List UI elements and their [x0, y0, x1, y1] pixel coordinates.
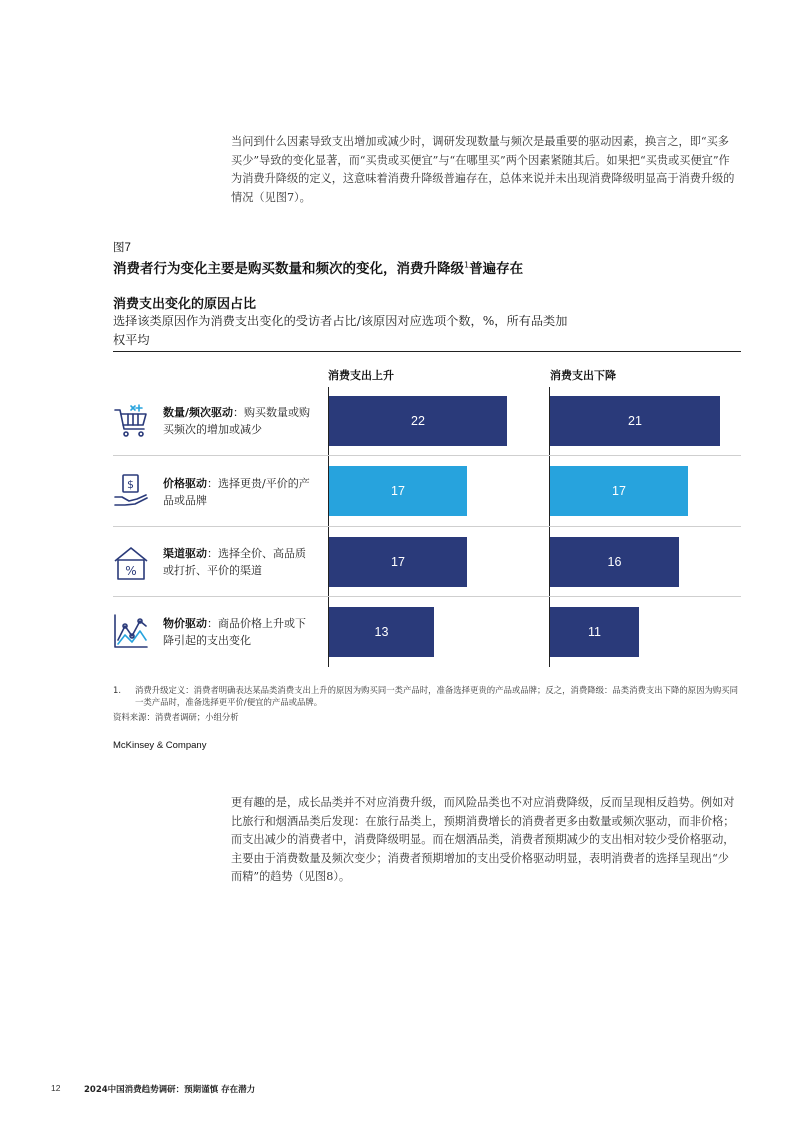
category-label-inflation: [163, 616, 313, 649]
category-desc: ：商品价格上升或下降引起的支出变化: [163, 617, 306, 647]
series-header-up: 消费支出上升: [328, 369, 394, 382]
figure-title: [113, 257, 523, 277]
bar-up-2: 17: [329, 537, 467, 587]
category-name: 渠道驱动: [163, 547, 207, 560]
bar-up-3: 13: [329, 607, 434, 657]
outro-paragraph: 更有趣的是，成长品类并不对应消费升级，而风险品类也不对应消费降级，反而呈现相反趋势。例如对比旅行和烟酒品类后发现：在旅行品类上，预期消费增长的消费者更多由数量或频次驱动，而非价格；而支出减少的消费者中，消费降级明显。而在烟酒品类，消费者预期减少的支出相对较少受价格驱动，主要由于消费数量及频次变少；消费者预期增加的支出受价格驱动明显，表明消费者的选择呈现出“少而精”的趋势（见图8）。: [231, 796, 735, 883]
chart-title: 消费支出变化的原因占比: [113, 297, 257, 312]
page-number: 12: [51, 1083, 61, 1093]
category-name: 价格驱动: [163, 477, 207, 490]
discount-store-icon: [113, 545, 149, 581]
figure-label: 图7: [113, 242, 131, 254]
running-title: 2024中国消费趋势调研：预期谨慎 存在潜力: [84, 1085, 256, 1095]
source-note: 资料来源：消费者调研；小组分析: [113, 712, 239, 722]
svg-text:%: %: [125, 564, 137, 578]
bar-up-1: 17: [329, 466, 467, 516]
brand-label: McKinsey & Company: [113, 740, 207, 751]
row-divider: [113, 596, 741, 597]
chart-subtitle: 选择该类原因作为消费支出变化的受访者占比/该原因对应选项个数，%，所有品类加权平均: [113, 314, 568, 347]
row-divider: [113, 526, 741, 527]
figure-title-tail: 普遍存在: [469, 261, 524, 277]
category-label-price: [163, 476, 313, 509]
series-header-down: 消费支出下降: [550, 369, 616, 382]
price-hand-icon: [113, 473, 149, 509]
bar-down-2: 16: [550, 537, 679, 587]
category-label-quantity: [163, 405, 313, 438]
category-desc: ：选择全价、高品质或打折、平价的渠道: [163, 547, 306, 577]
bar-down-1: 17: [550, 466, 688, 516]
category-label-channel: [163, 546, 313, 579]
category-desc: ：购买数量或购买频次的增加或减少: [163, 406, 311, 436]
figure-title-main: 消费者行为变化主要是购买数量和频次的变化，消费升降级: [113, 261, 464, 277]
footnote: [113, 684, 741, 708]
svg-text:$: $: [127, 478, 134, 491]
figure-title-footnote-mark: 1: [464, 260, 470, 270]
price-trend-icon: [113, 613, 149, 649]
intro-paragraph: 当问到什么因素导致支出增加或减少时，调研发现数量与频次是最重要的驱动因素，换言之，即“买多买少”导致的变化显著，而“买贵或买便宜”与“在哪里买”两个因素紧随其后。如果把“买贵或买便宜”作为消费升降级的定义，这意味着消费升降级普遍存在，总体来说并未出现消费降级明显高于消费升级的情况（见图7）。: [231, 135, 735, 204]
bar-down-0: 21: [550, 396, 720, 446]
footnote-number: 1.: [113, 685, 121, 695]
category-name: 物价驱动: [163, 617, 207, 630]
category-desc: ：选择更贵/平价的产品或品牌: [163, 477, 310, 507]
category-name: 数量/频次驱动: [163, 406, 234, 419]
bar-up-0: 22: [329, 396, 507, 446]
footnote-text: 消费升级定义：消费者明确表达某品类消费支出上升的原因为购买同一类产品时，准备选择更贵的产品或品牌；反之，消费降级：品类消费支出下降的原因为购买同一类产品时，准备选择更平价/便宜的产品或品牌。: [135, 685, 738, 707]
row-divider: [113, 455, 741, 456]
shopping-cart-icon: [113, 403, 149, 439]
header-rule: [113, 351, 741, 352]
bar-down-3: 11: [550, 607, 639, 657]
